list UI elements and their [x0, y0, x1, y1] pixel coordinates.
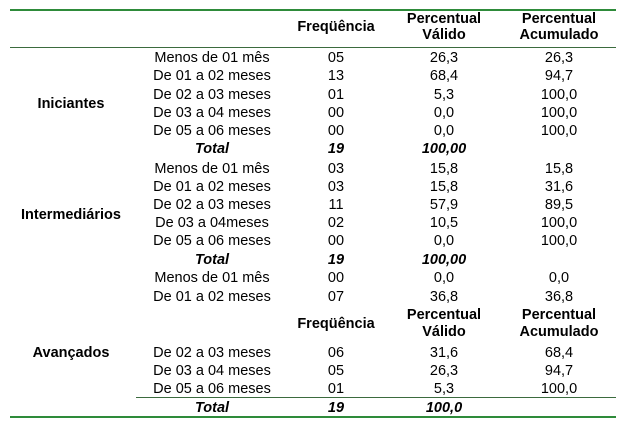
row-label: De 02 a 03 meses — [153, 197, 271, 213]
row-label: De 02 a 03 meses — [153, 345, 271, 361]
row-label: De 01 a 02 meses — [153, 179, 271, 195]
row-label: Menos de 01 mês — [154, 50, 270, 66]
row-pa: 0,0 — [548, 270, 570, 286]
row-pv: 0,0 — [433, 270, 455, 286]
row-pv: 36,8 — [429, 289, 459, 305]
total-pv: 100,00 — [421, 141, 467, 157]
total-pv: 100,00 — [421, 252, 467, 268]
total-freq: 19 — [327, 141, 345, 157]
row-pa: 89,5 — [544, 197, 574, 213]
row-pv: 0,0 — [433, 105, 455, 121]
row-pa: 68,4 — [544, 345, 574, 361]
row-pv: 26,3 — [429, 50, 459, 66]
row-freq: 13 — [327, 68, 345, 84]
row-pv: 57,9 — [429, 197, 459, 213]
row-pa: 94,7 — [544, 68, 574, 84]
repeat-header-percentual-acumulado-2: Acumulado — [519, 324, 599, 340]
row-pv: 15,8 — [429, 161, 459, 177]
group-avancados: Avançados — [32, 345, 110, 361]
row-pa: 100,0 — [540, 105, 578, 121]
row-label: De 02 a 03 meses — [153, 87, 271, 103]
row-freq: 00 — [327, 233, 345, 249]
row-pa: 36,8 — [544, 289, 574, 305]
repeat-header-percentual-valido-1: Percentual — [406, 307, 482, 323]
row-pv: 0,0 — [433, 233, 455, 249]
row-label: Menos de 01 mês — [154, 161, 270, 177]
row-freq: 03 — [327, 161, 345, 177]
row-freq: 01 — [327, 87, 345, 103]
header-percentual-valido-2: Válido — [422, 27, 466, 43]
row-pa: 100,0 — [540, 233, 578, 249]
row-freq: 05 — [327, 50, 345, 66]
row-pv: 31,6 — [429, 345, 459, 361]
row-pa: 26,3 — [544, 50, 574, 66]
repeat-header-percentual-acumulado-1: Percentual — [521, 307, 597, 323]
row-pa: 100,0 — [540, 87, 578, 103]
row-label: De 05 a 06 meses — [153, 233, 271, 249]
row-freq: 00 — [327, 105, 345, 121]
header-percentual-valido-1: Percentual — [406, 11, 482, 27]
row-freq: 02 — [327, 215, 345, 231]
group-iniciantes: Iniciantes — [37, 96, 105, 112]
row-label: Menos de 01 mês — [154, 270, 270, 286]
total-label: Total — [194, 400, 230, 416]
row-label: De 03 a 04meses — [155, 215, 269, 231]
row-pa: 100,0 — [540, 381, 578, 397]
row-freq: 07 — [327, 289, 345, 305]
row-pv: 26,3 — [429, 363, 459, 379]
header-percentual-acumulado-2: Acumulado — [519, 27, 599, 43]
row-freq: 01 — [327, 381, 345, 397]
total-freq: 19 — [327, 400, 345, 416]
row-freq: 03 — [327, 179, 345, 195]
row-freq: 11 — [328, 197, 344, 213]
group-intermediarios: Intermediários — [21, 207, 121, 223]
row-pv: 68,4 — [429, 68, 459, 84]
row-pv: 5,3 — [433, 381, 455, 397]
repeat-header-percentual-valido-2: Válido — [422, 324, 466, 340]
row-label: De 01 a 02 meses — [153, 68, 271, 84]
header-frequencia: Freqüência — [297, 19, 375, 35]
row-pa: 31,6 — [544, 179, 574, 195]
header-rule — [10, 47, 616, 48]
total-pv: 100,0 — [425, 400, 463, 416]
row-pa: 100,0 — [540, 123, 578, 139]
row-freq: 00 — [327, 270, 345, 286]
row-freq: 05 — [327, 363, 345, 379]
row-pv: 5,3 — [433, 87, 455, 103]
row-label: De 03 a 04 meses — [153, 363, 271, 379]
header-percentual-acumulado-1: Percentual — [521, 11, 597, 27]
row-pv: 10,5 — [429, 215, 459, 231]
row-pa: 94,7 — [544, 363, 574, 379]
row-pa: 100,0 — [540, 215, 578, 231]
row-freq: 06 — [327, 345, 345, 361]
repeat-header-frequencia: Freqüência — [297, 316, 375, 332]
row-label: De 05 a 06 meses — [153, 381, 271, 397]
total-freq: 19 — [327, 252, 345, 268]
total-label: Total — [194, 141, 230, 157]
row-label: De 01 a 02 meses — [153, 289, 271, 305]
total-label: Total — [194, 252, 230, 268]
row-label: De 03 a 04 meses — [153, 105, 271, 121]
row-pv: 15,8 — [429, 179, 459, 195]
row-freq: 00 — [327, 123, 345, 139]
row-pa: 15,8 — [544, 161, 574, 177]
row-pv: 0,0 — [433, 123, 455, 139]
row-label: De 05 a 06 meses — [153, 123, 271, 139]
